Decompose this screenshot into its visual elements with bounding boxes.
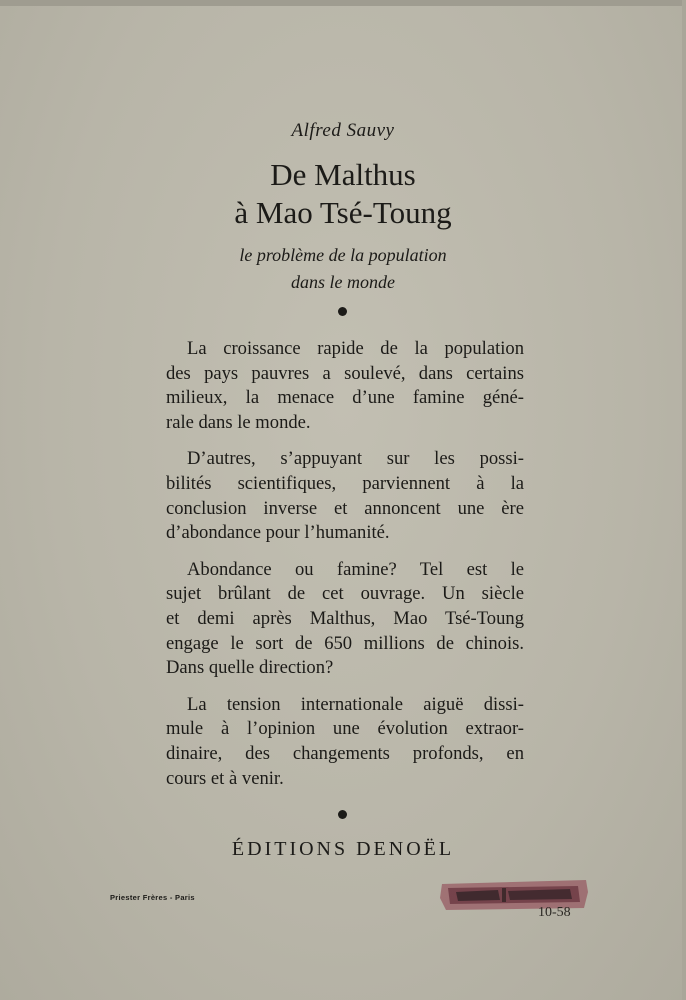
subtitle-line-2: dans le monde: [291, 272, 395, 292]
blurb-line: La tension internationale aiguë dissi-: [187, 693, 524, 715]
publisher-name: ÉDITIONS DENOËL: [231, 838, 455, 860]
book-subtitle: [0, 242, 686, 296]
book-title: [0, 156, 686, 232]
blurb-line: bilités scientifiques, parviennent à la: [166, 472, 524, 494]
blurb-line: rale dans le monde.: [166, 411, 311, 433]
blurb-line: mule à l’opinion une évolution extraor-: [166, 718, 524, 740]
blurb-line: milieux, la menace d’une famine géné-: [166, 387, 524, 409]
blurb-line: dinaire, des changements profonds, en: [166, 742, 524, 764]
blurb-line: D’autres, s’appuyant sur les possi-: [187, 448, 524, 470]
title-line-1: De Malthus: [270, 157, 416, 192]
title-line-2: à Mao Tsé-Toung: [234, 195, 452, 230]
blurb-line: cours et à venir.: [166, 767, 284, 789]
blurb-line: Dans quelle direction?: [166, 657, 334, 679]
blurb-line: d’abondance pour l’humanité.: [166, 522, 390, 544]
blurb-line: des pays pauvres a soulevé, dans certains: [166, 362, 524, 384]
subtitle-line-1: le problème de la population: [239, 245, 447, 265]
blurb-text: [166, 337, 524, 803]
blurb-paragraph: [166, 558, 524, 681]
blurb-line: conclusion inverse et annoncent une ère: [166, 497, 524, 519]
cover-edge-top: [0, 0, 686, 6]
blurb-line: et demi après Malthus, Mao Tsé-Toung: [166, 607, 524, 629]
blurb-line: La croissance rapide de la population: [187, 338, 524, 359]
blurb-line: sujet brûlant de cet ouvrage. Un siècle: [166, 583, 524, 605]
blurb-line: engage le sort de 650 millions de chinois.: [166, 632, 524, 654]
blurb-paragraph: [166, 447, 524, 545]
separator-dot-bottom: [338, 810, 347, 819]
separator-dot-top: [338, 307, 347, 316]
blurb-paragraph: [166, 337, 524, 435]
author-name: Alfred Sauvy: [291, 120, 395, 141]
print-code: 10-58: [538, 905, 571, 920]
blurb-line: Abondance ou famine? Tel est le: [187, 558, 524, 580]
blurb-paragraph: [166, 693, 524, 791]
printer-credit: Priester Frères - Paris: [110, 893, 195, 902]
